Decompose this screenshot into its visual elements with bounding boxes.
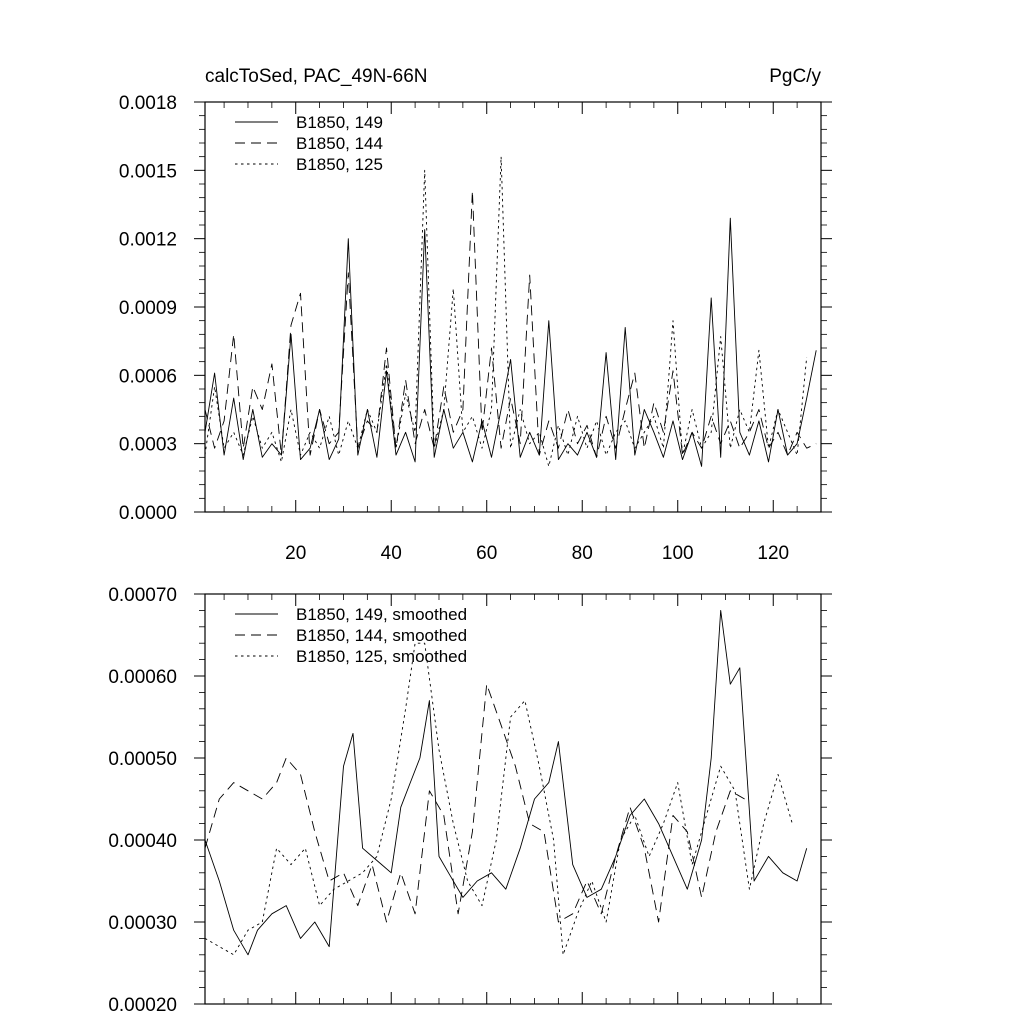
x-tick-label: 100 [661, 543, 694, 564]
y-tick-label: 0.00060 [108, 667, 177, 688]
legend-label-2: B1850, 144 [296, 134, 383, 153]
series-line-2 [205, 684, 745, 922]
series-line-1 [205, 218, 816, 466]
x-tick-label: 40 [380, 543, 402, 564]
x-tick-label: 80 [571, 543, 593, 564]
series-line-3 [205, 157, 807, 467]
bottom-panel [108, 585, 832, 1016]
y-tick-label: 0.0012 [118, 229, 177, 251]
y-tick-label: 0.00020 [108, 995, 177, 1016]
x-tick-label: 20 [285, 543, 307, 564]
y-tick-label: 0.0009 [118, 298, 177, 319]
y-tick-label: 0.0000 [118, 503, 177, 524]
x-tick-label: 60 [476, 543, 498, 564]
panel-title-left: calcToSed, PAC_49N-66N [205, 66, 428, 87]
series-lines [205, 157, 816, 467]
y-tick-label: 0.0018 [118, 93, 177, 114]
legend-label-1: B1850, 149 [296, 113, 383, 132]
y-tick-label: 0.0006 [118, 366, 177, 388]
legend [235, 113, 383, 174]
series-line-3 [205, 643, 792, 955]
panel-title-right: PgC/y [769, 66, 821, 87]
axis-ticks [108, 585, 832, 1016]
legend-label-3: B1850, 125 [296, 155, 383, 174]
x-tick-label: 120 [757, 543, 790, 564]
y-tick-label: 0.00050 [108, 749, 177, 770]
y-tick-label: 0.00040 [108, 831, 177, 852]
axis-ticks [119, 93, 832, 564]
y-tick-label: 0.0003 [118, 434, 177, 456]
top-panel [119, 66, 832, 564]
legend-label-2: B1850, 144, smoothed [296, 626, 468, 645]
legend [235, 605, 467, 666]
y-tick-label: 0.00070 [108, 585, 177, 606]
y-tick-label: 0.0015 [118, 161, 177, 183]
legend-label-3: B1850, 125, smoothed [296, 647, 468, 666]
series-line-2 [205, 191, 816, 458]
legend-label-1: B1850, 149, smoothed [296, 605, 468, 624]
y-tick-label: 0.00030 [108, 913, 177, 934]
